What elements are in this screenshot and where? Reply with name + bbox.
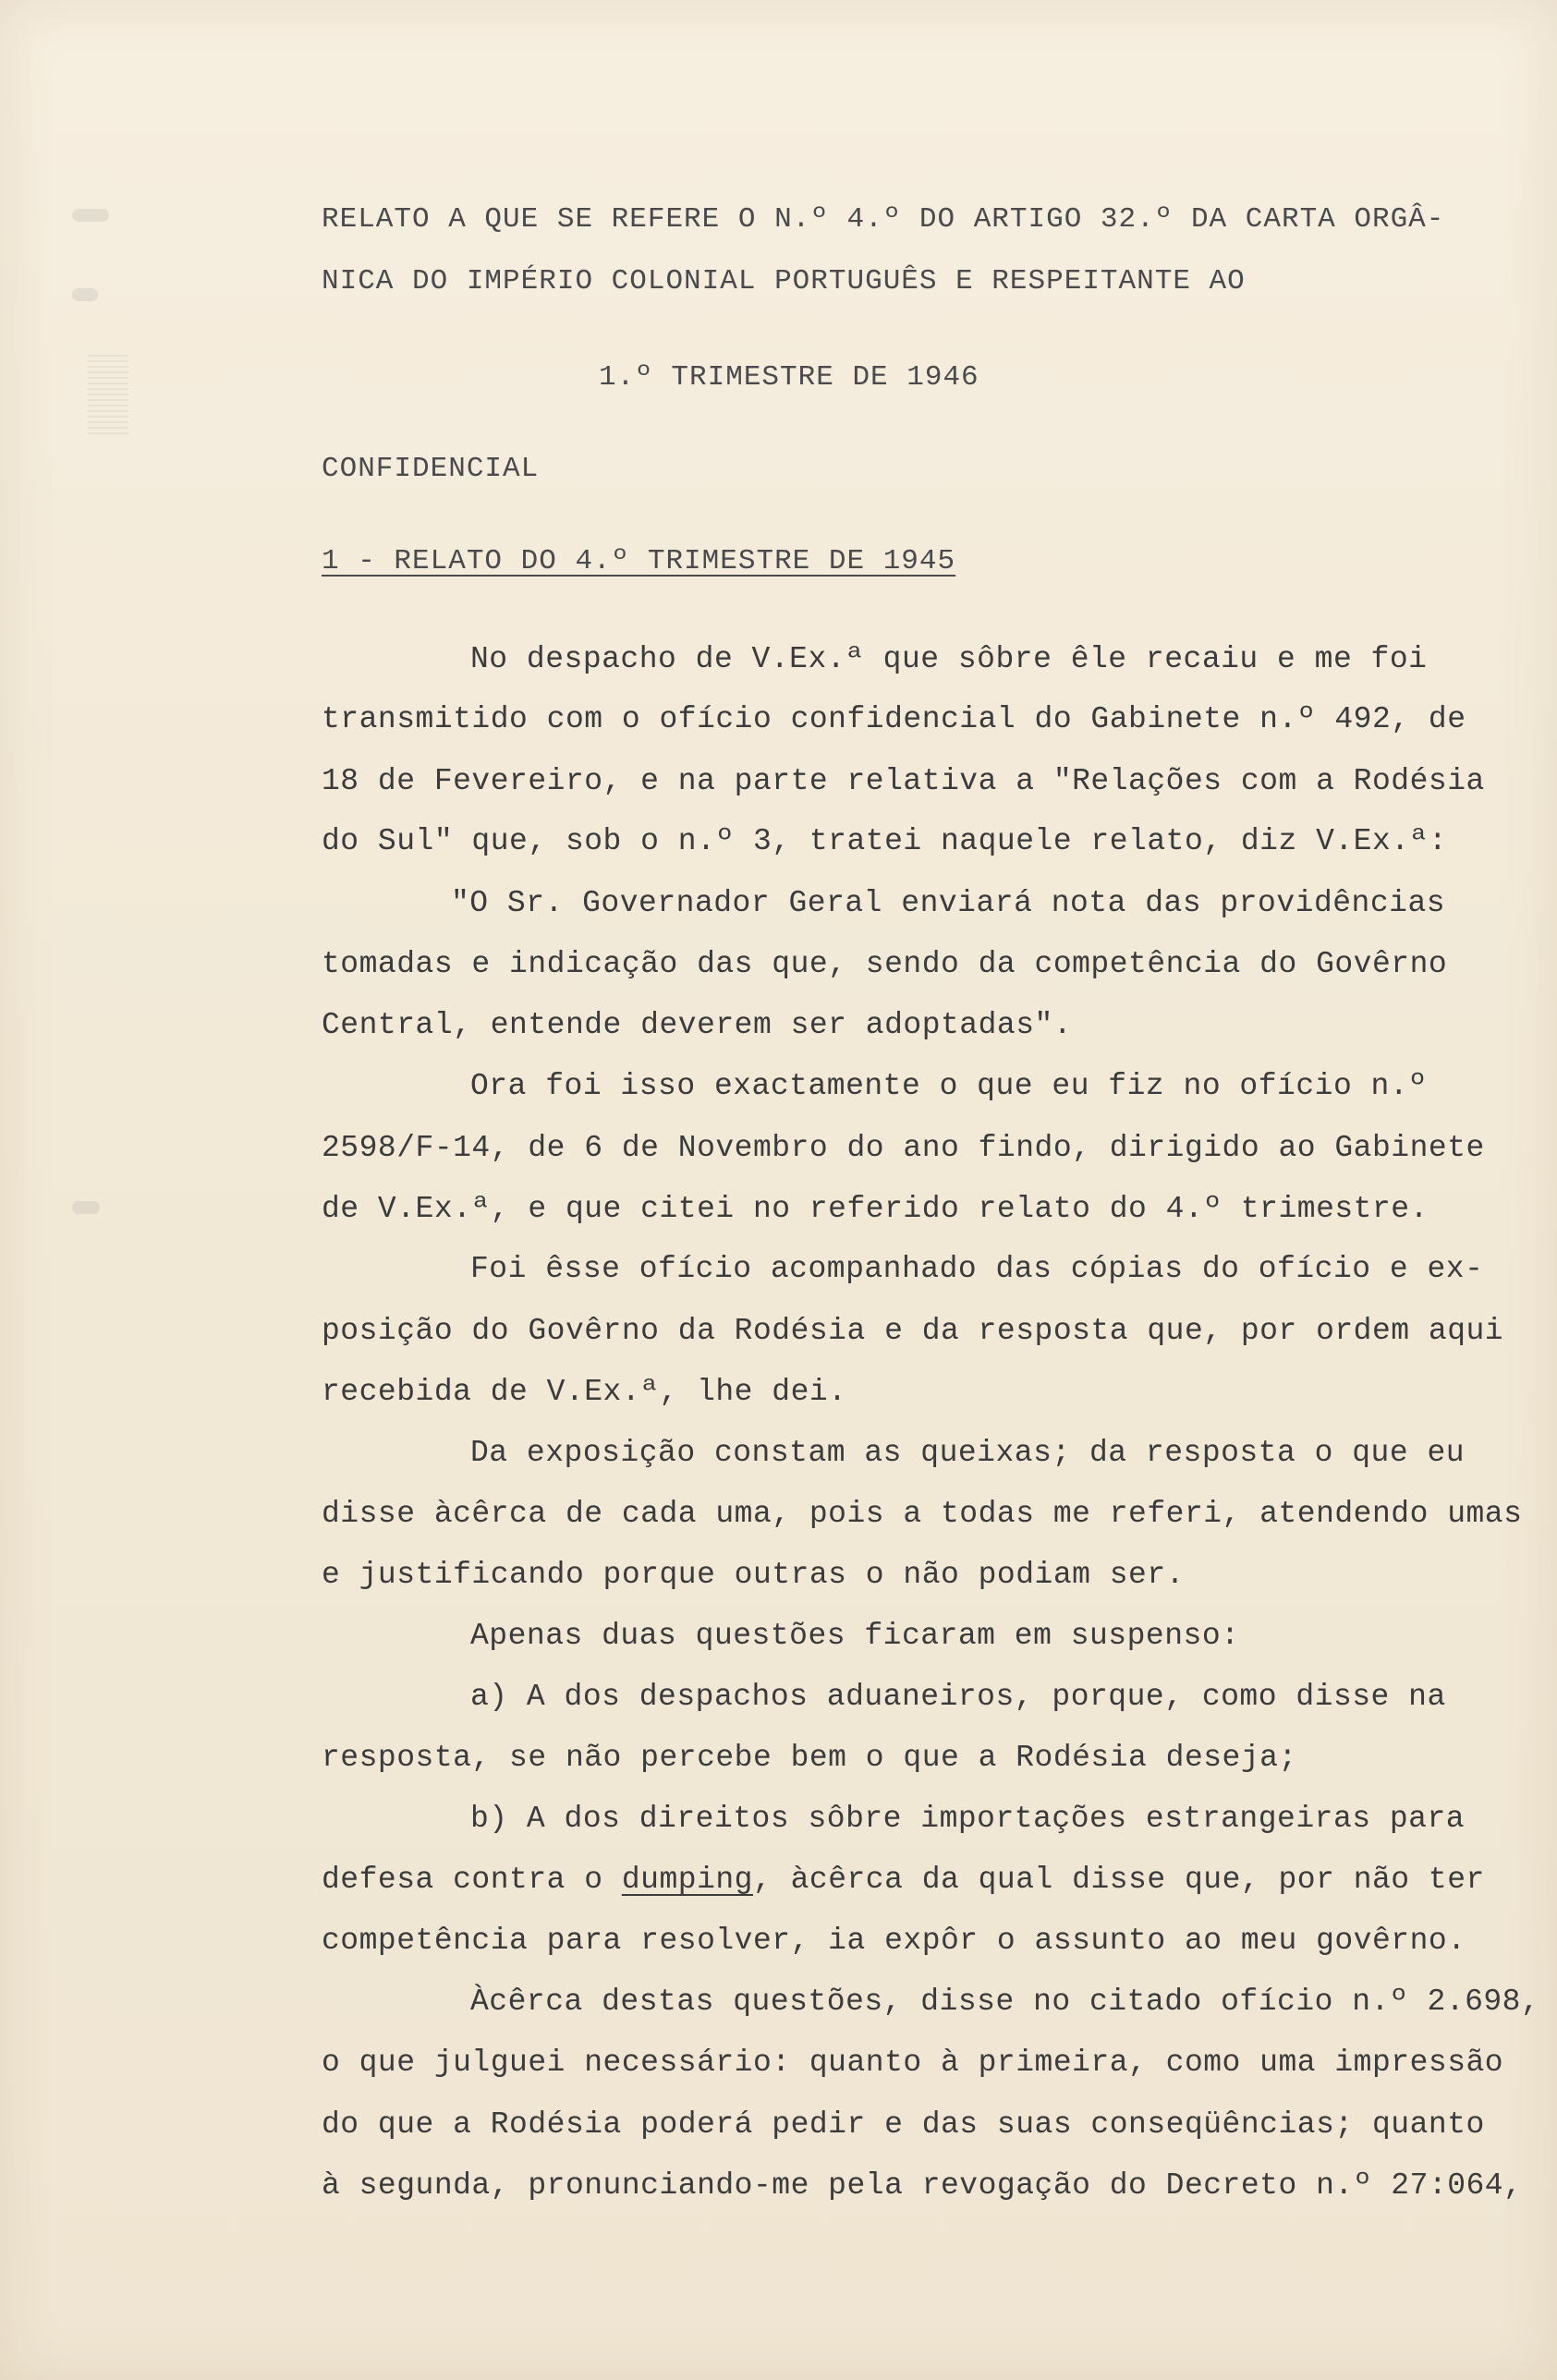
body-line: 18 de Fevereiro, e na parte relativa a "Relações com a Rodésia <box>322 764 1485 798</box>
scan-edge-mark <box>72 288 98 301</box>
body-line: tomadas e indicação das que, sendo da competência do Govêrno <box>322 947 1448 981</box>
body-line: a) A dos despachos aduaneiros, porque, como disse na <box>470 1680 1446 1714</box>
body-line <box>322 1864 1485 1895</box>
classification-label: CONFIDENCIAL <box>322 453 540 485</box>
body-text: , àcêrca da qual disse que, por não ter <box>752 1863 1485 1897</box>
body-line: disse àcêrca de cada uma, pois a todas me referi, atendendo umas <box>322 1497 1523 1531</box>
body-line: b) A dos direitos sôbre importações estrangeiras para <box>470 1802 1466 1836</box>
body-line: Ora foi isso exactamente o que eu fiz no ofício n.º <box>470 1069 1428 1103</box>
tape-residue <box>88 351 128 434</box>
body-line: Central, entende deverem ser adoptadas". <box>322 1008 1073 1042</box>
body-line: Da exposição constam as queixas; da resposta o que eu <box>470 1436 1466 1470</box>
body-line: posição do Govêrno da Rodésia e da resposta que, por ordem aqui <box>322 1314 1504 1348</box>
body-line: Apenas duas questões ficaram em suspenso: <box>470 1619 1240 1653</box>
header-trimester: 1.º TRIMESTRE DE 1946 <box>599 361 979 394</box>
body-line: do que a Rodésia poderá pedir e das suas conseqüências; quanto <box>322 2107 1485 2142</box>
scan-edge-mark <box>72 209 109 222</box>
body-line: 2598/F-14, de 6 de Novembro do ano findo, dirigido ao Gabinete <box>322 1131 1485 1165</box>
body-line: Foi êsse ofício acompanhado das cópias do ofício e ex- <box>470 1252 1484 1286</box>
section-title: 1 - RELATO DO 4.º TRIMESTRE DE 1945 <box>322 545 956 577</box>
emphasis-dumping: dumping <box>621 1863 753 1897</box>
body-line: do Sul" que, sob o n.º 3, tratei naquele relato, diz V.Ex.ª: <box>322 824 1448 858</box>
body-line: transmitido com o ofício confidencial do Gabinete n.º 492, de <box>322 702 1466 736</box>
body-line: o que julguei necessário: quanto à primeira, como uma impressão <box>322 2046 1504 2080</box>
body-text: defesa contra o <box>322 1863 622 1897</box>
header-line: NICA DO IMPÉRIO COLONIAL PORTUGUÊS E RESPEITANTE AO <box>322 265 1246 298</box>
body-line: "O Sr. Governador Geral enviará nota das providências <box>451 886 1446 920</box>
body-line: competência para resolver, ia expôr o assunto ao meu govêrno. <box>322 1924 1466 1958</box>
scan-edge-mark <box>72 1201 100 1214</box>
body-line: No despacho de V.Ex.ª que sôbre êle recaiu e me foi <box>470 642 1428 676</box>
body-line: de V.Ex.ª, e que citei no referido relato do 4.º trimestre. <box>322 1192 1429 1226</box>
body-line: à segunda, pronunciando-me pela revogação do Decreto n.º 27:064, <box>322 2168 1523 2203</box>
header-line: RELATO A QUE SE REFERE O N.º 4.º DO ARTIGO 32.º DA CARTA ORGÂ- <box>322 203 1445 236</box>
body-line: Àcêrca destas questões, disse no citado ofício n.º 2.698, <box>470 1985 1540 2019</box>
body-line: e justificando porque outras o não podiam ser. <box>322 1558 1185 1592</box>
body-line: recebida de V.Ex.ª, lhe dei. <box>322 1375 847 1409</box>
body-line: resposta, se não percebe bem o que a Rodésia deseja; <box>322 1741 1297 1775</box>
